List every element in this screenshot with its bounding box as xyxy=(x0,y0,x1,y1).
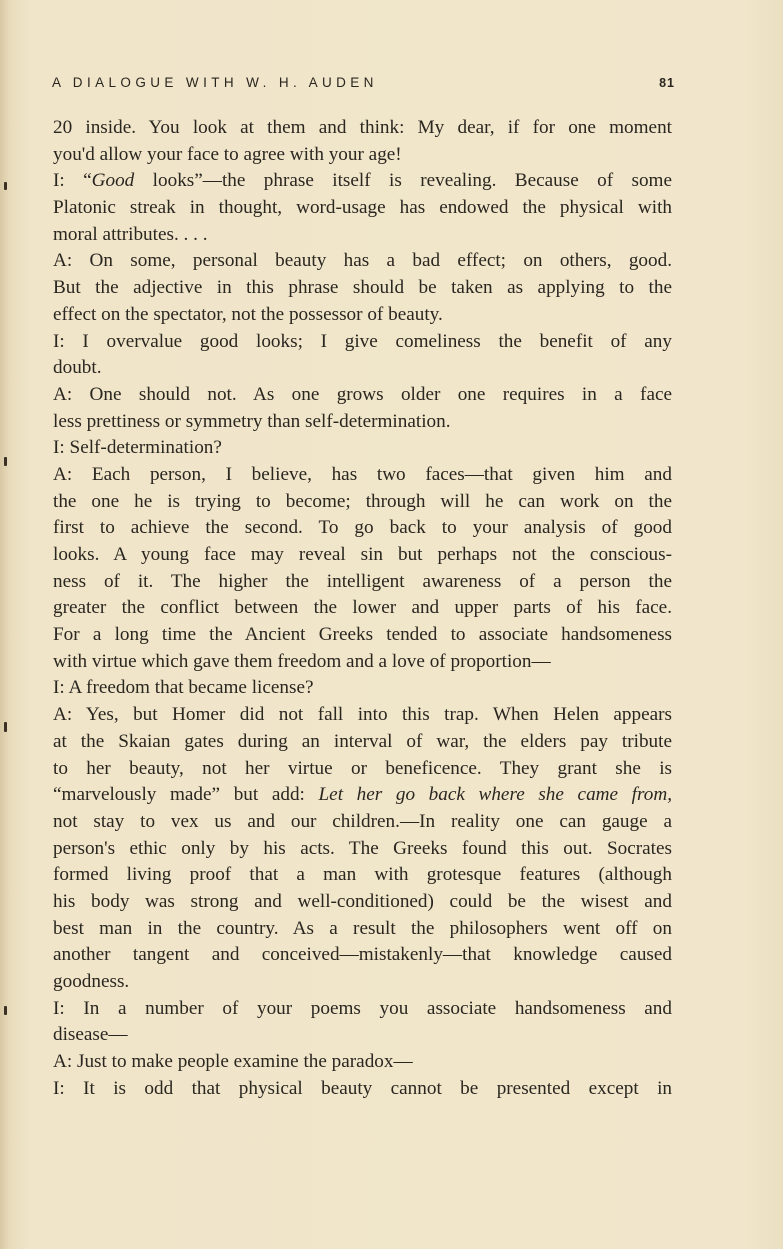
italic-text-span: Good xyxy=(91,170,135,192)
text-line xyxy=(53,1022,672,1049)
text-line xyxy=(53,595,672,622)
text-line xyxy=(53,462,672,489)
text-span: to her beauty, not her virtue or beneficence. They grant she is xyxy=(53,757,672,779)
text-span: greater the conflict between the lower and upper parts of his face. xyxy=(53,597,672,619)
text-line xyxy=(53,969,672,996)
text-line xyxy=(53,302,672,329)
text-line xyxy=(53,702,672,729)
text-span: person's ethic only by his acts. The Greeks found this out. Socrates xyxy=(53,837,672,859)
text-line xyxy=(53,1049,672,1076)
text-span: looks”—the phrase itself is revealing. Because of some xyxy=(134,170,672,192)
text-line xyxy=(53,862,672,889)
text-span: his body was strong and well-conditioned) could be the wisest and xyxy=(53,890,672,912)
text-line xyxy=(53,836,672,863)
text-span: A: On some, personal beauty has a bad effect; on others, good. xyxy=(53,250,672,272)
text-line xyxy=(53,942,672,969)
text-span: A: One should not. As one grows older one requires in a face xyxy=(53,383,672,405)
text-line xyxy=(53,142,672,169)
text-span: 20 inside. You look at them and think: My dear, if for one moment xyxy=(53,117,672,138)
text-span: I: In a number of your poems you associate handsomeness and xyxy=(53,997,672,1019)
text-span: For a long time the Ancient Greeks tended to associate handsomeness xyxy=(53,624,672,646)
text-line xyxy=(53,569,672,596)
text-line xyxy=(53,409,672,436)
gutter-mark xyxy=(4,1006,7,1015)
gutter-mark xyxy=(4,457,7,466)
text-line xyxy=(53,329,672,356)
text-line xyxy=(53,782,672,809)
text-line xyxy=(53,195,672,222)
text-line xyxy=(53,675,672,702)
gutter-mark xyxy=(4,182,7,190)
text-line xyxy=(53,756,672,783)
text-span: moral attributes. . . . xyxy=(53,223,208,245)
text-line xyxy=(53,1076,672,1103)
text-line xyxy=(53,542,672,569)
text-span: formed living proof that a man with grotesque features (although xyxy=(53,864,672,886)
text-line xyxy=(53,649,672,676)
text-span: first to achieve the second. To go back to your analysis of good xyxy=(53,517,672,539)
text-span: A: Just to make people examine the paradox— xyxy=(53,1051,413,1073)
text-line xyxy=(53,248,672,275)
text-line xyxy=(53,435,672,462)
text-span: not stay to vex us and our children.—In reality one can gauge a xyxy=(53,810,672,832)
text-span: Platonic streak in thought, word-usage has endowed the physical with xyxy=(53,197,672,219)
text-span: doubt. xyxy=(53,357,102,379)
text-span: with virtue which gave them freedom and a love of proportion— xyxy=(53,650,551,672)
text-span: I: “ xyxy=(53,170,92,192)
dialogue-text xyxy=(53,115,672,1102)
text-line xyxy=(53,115,672,142)
running-head xyxy=(52,74,675,94)
text-line xyxy=(53,275,672,302)
text-line xyxy=(53,489,672,516)
text-span: I: It is odd that physical beauty cannot be presented except in xyxy=(53,1077,672,1099)
text-line xyxy=(53,809,672,836)
text-span: you'd allow your face to agree with your age! xyxy=(53,143,402,165)
text-line xyxy=(53,382,672,409)
text-span: less prettiness or symmetry than self-determination. xyxy=(53,410,451,432)
text-span: goodness. xyxy=(53,971,130,992)
text-line xyxy=(53,515,672,542)
text-line xyxy=(53,168,672,195)
text-span: A: Each person, I believe, has two faces—that given him and xyxy=(53,463,672,485)
text-line xyxy=(53,355,672,382)
text-span: But the adjective in this phrase should be taken as applying to the xyxy=(53,277,672,299)
text-span: effect on the spectator, not the possessor of beauty. xyxy=(53,303,443,325)
text-span: “marvelously made” but add: xyxy=(53,784,319,806)
text-span: the one he is trying to become; through will he can work on the xyxy=(53,490,672,512)
text-span: I: A freedom that became license? xyxy=(53,677,314,699)
text-line xyxy=(53,729,672,756)
text-span: disease— xyxy=(53,1024,128,1046)
text-line xyxy=(53,916,672,943)
text-span: I: Self-determination? xyxy=(53,437,222,459)
gutter-mark xyxy=(4,722,7,732)
text-span: A: Yes, but Homer did not fall into this trap. When Helen appears xyxy=(53,704,672,726)
text-line xyxy=(53,889,672,916)
text-line xyxy=(53,222,672,249)
text-span: best man in the country. As a result the philosophers went off on xyxy=(53,917,672,939)
text-line xyxy=(53,996,672,1023)
text-span: looks. A young face may reveal sin but perhaps not the conscious- xyxy=(53,544,672,565)
running-title: A DIALOGUE WITH W. H. AUDEN xyxy=(52,75,378,90)
text-span: ness of it. The higher the intelligent awareness of a person the xyxy=(53,570,672,592)
italic-text-span: Let her go back where she came from, xyxy=(318,784,672,806)
text-span: another tangent and conceived—mistakenly—that knowledge caused xyxy=(53,944,672,966)
text-span: I: I overvalue good looks; I give comeliness the benefit of any xyxy=(53,330,672,352)
text-line xyxy=(53,622,672,649)
page-number: 81 xyxy=(659,76,675,90)
text-span: at the Skaian gates during an interval of war, the elders pay tribute xyxy=(53,730,672,752)
